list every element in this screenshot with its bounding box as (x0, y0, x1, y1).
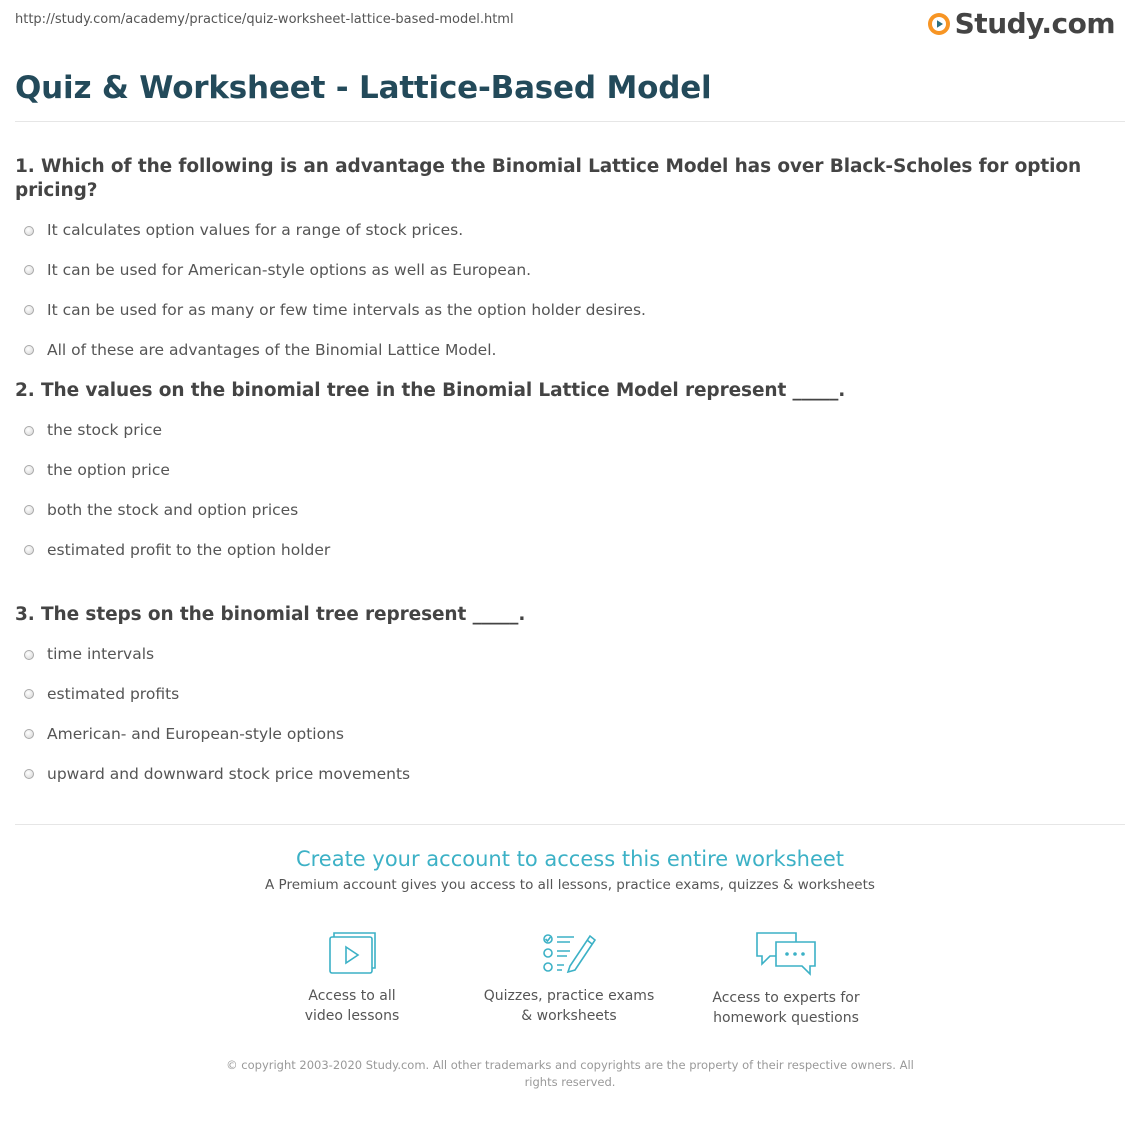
answer-label: It can be used for as many or few time intervals as the option holder desires. (47, 301, 646, 319)
answer-option[interactable] (15, 754, 1125, 794)
cta-divider (15, 824, 1125, 825)
quiz-checklist-icon (540, 930, 598, 976)
radio-button[interactable] (24, 265, 34, 275)
copyright-notice: © copyright 2003-2020 Study.com. All other trademarks and copyrights are the property of their respective owners. All rights reserved. (226, 1058, 914, 1089)
answer-label: It can be used for American-style options as well as European. (47, 261, 532, 279)
answer-option[interactable] (15, 490, 1125, 530)
answer-option[interactable] (15, 330, 1125, 370)
question-2 (15, 379, 1125, 570)
answer-list (15, 420, 1125, 570)
radio-button[interactable] (24, 226, 34, 236)
title-divider (15, 121, 1125, 122)
video-lessons-icon (326, 930, 378, 976)
answer-option[interactable] (15, 714, 1125, 754)
radio-button[interactable] (24, 505, 34, 515)
question-text: 3. The steps on the binomial tree represent _____. (15, 604, 526, 625)
feature-quizzes (459, 930, 679, 1026)
answer-option[interactable] (15, 290, 1125, 330)
answer-option[interactable] (15, 644, 1125, 674)
chat-bubbles-icon (754, 930, 818, 978)
feature-label (459, 986, 679, 1026)
answer-option[interactable] (15, 674, 1125, 714)
answer-list (15, 644, 1125, 794)
study-logo-text: Study.com (954, 7, 1115, 40)
radio-button[interactable] (24, 689, 34, 699)
answer-label: the stock price (47, 421, 163, 439)
radio-button[interactable] (24, 650, 34, 660)
answer-label: All of these are advantages of the Binomial Lattice Model. (47, 341, 497, 359)
radio-button[interactable] (24, 305, 34, 315)
feature-line: homework questions (713, 1010, 859, 1026)
radio-button[interactable] (24, 465, 34, 475)
radio-button[interactable] (24, 545, 34, 555)
feature-experts (676, 930, 896, 1028)
answer-option[interactable] (15, 450, 1125, 490)
answer-list (15, 220, 1125, 370)
answer-option[interactable] (15, 420, 1125, 450)
page-url[interactable]: http://study.com/academy/practice/quiz-worksheet-lattice-based-model.html (15, 12, 514, 27)
answer-option[interactable] (15, 250, 1125, 290)
feature-label (242, 986, 462, 1026)
question-text: 2. The values on the binomial tree in the Binomial Lattice Model represent _____. (15, 380, 846, 401)
cta-subtitle: A Premium account gives you access to all lessons, practice exams, quizzes & worksheets (265, 877, 875, 893)
radio-button[interactable] (24, 345, 34, 355)
answer-label: time intervals (47, 645, 155, 663)
question-text: 1. Which of the following is an advantage the Binomial Lattice Model has over Black-Scholes for option pricing? (15, 156, 1082, 201)
radio-button[interactable] (24, 426, 34, 436)
cta-title-link[interactable]: Create your account to access this entire worksheet (295, 847, 845, 871)
answer-label: estimated profit to the option holder (47, 541, 331, 559)
page-title: Quiz & Worksheet - Lattice-Based Model (15, 70, 712, 106)
study-logo-icon (927, 12, 951, 36)
answer-option[interactable] (15, 530, 1125, 570)
answer-label: estimated profits (47, 685, 180, 703)
top-bar (0, 0, 1140, 50)
feature-line: & worksheets (521, 1008, 617, 1024)
feature-line: video lessons (304, 1008, 400, 1024)
answer-label: upward and downward stock price movements (47, 765, 411, 783)
answer-label: both the stock and option prices (47, 501, 299, 519)
feature-line: Access to all (308, 988, 396, 1004)
radio-button[interactable] (24, 769, 34, 779)
feature-label (676, 988, 896, 1028)
answer-label: It calculates option values for a range of stock prices. (47, 221, 464, 239)
feature-line: Quizzes, practice exams (483, 988, 655, 1004)
radio-button[interactable] (24, 729, 34, 739)
answer-label: the option price (47, 461, 170, 479)
feature-line: Access to experts for (712, 990, 860, 1006)
answer-option[interactable] (15, 220, 1125, 250)
feature-video-lessons (242, 930, 462, 1026)
question-1 (15, 155, 1125, 370)
question-3 (15, 603, 1125, 794)
study-logo[interactable] (927, 8, 1115, 40)
answer-label: American- and European-style options (47, 725, 344, 743)
